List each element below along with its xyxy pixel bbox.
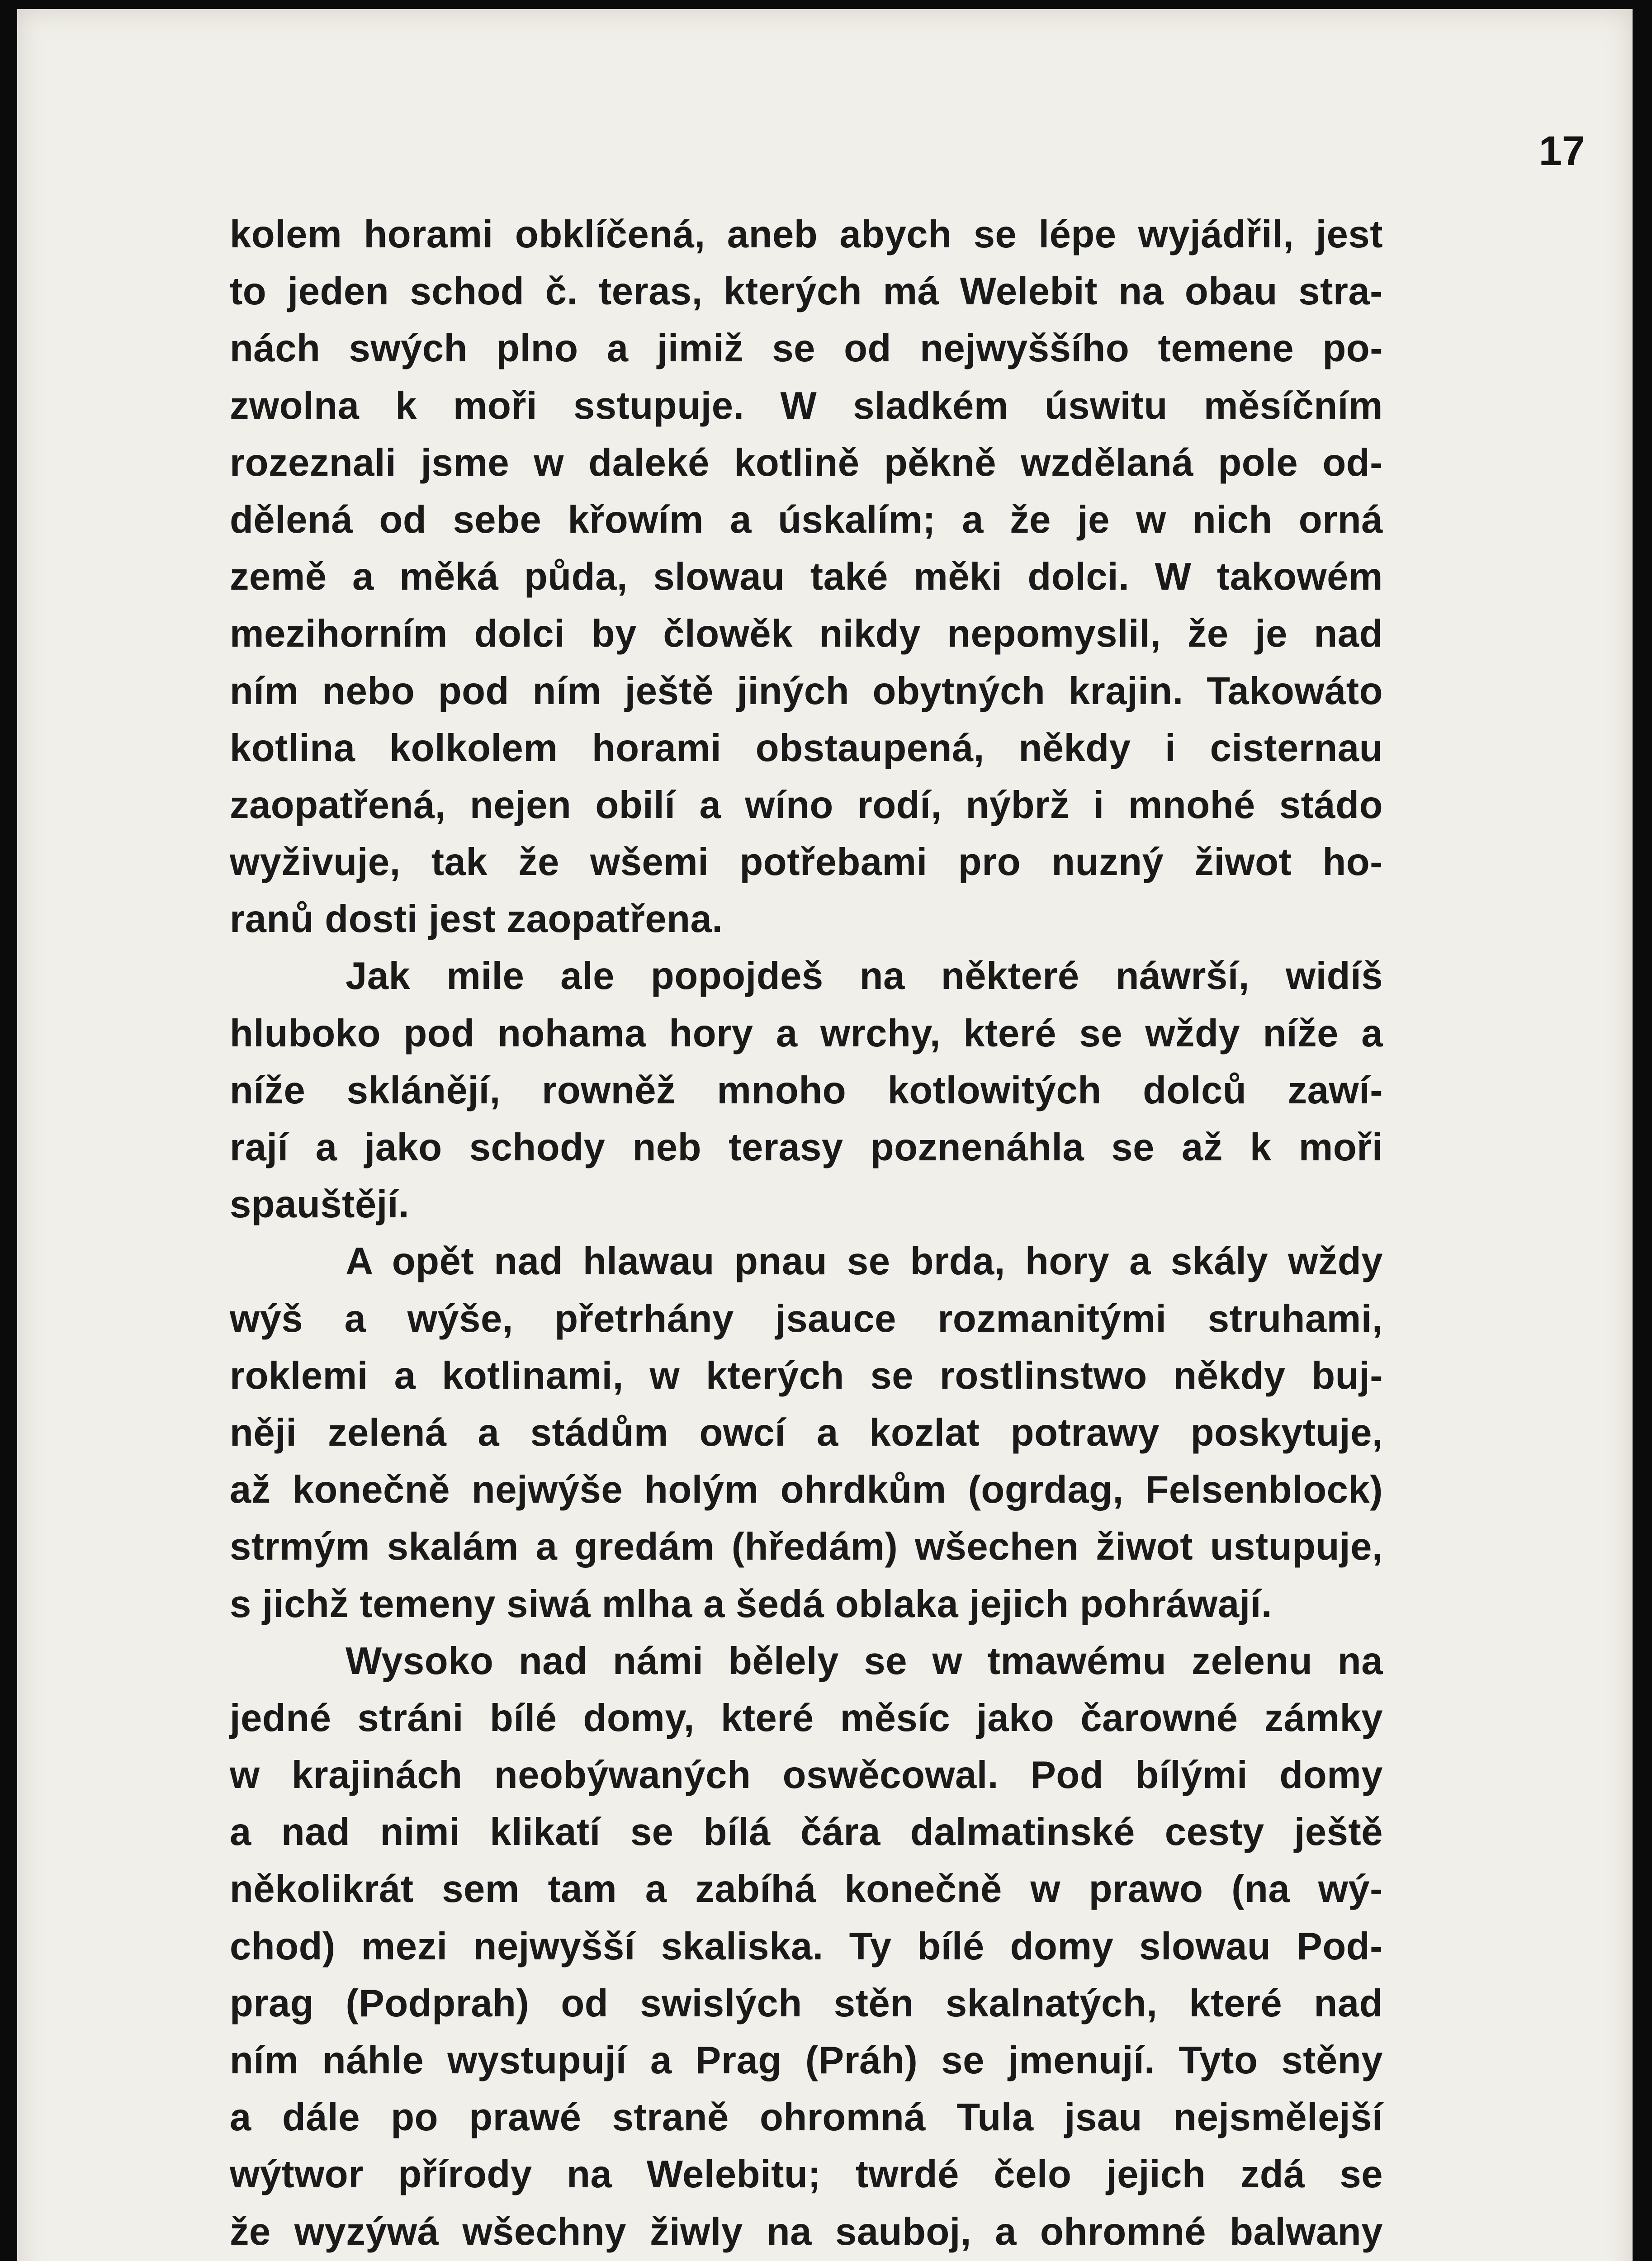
text-line: níže sklánějí, rowněž mnoho kotlowitých dolců zawí- (230, 1069, 1383, 1112)
text-line: chod) mezi nejwyšší skaliska. Ty bílé domy slowau Pod- (230, 1925, 1383, 1968)
text-line: až konečně nejwýše holým ohrdkům (ogrdag, Felsenblock) (230, 1468, 1383, 1512)
text-line: A opět nad hlawau pnau se brda, hory a skály wždy (346, 1240, 1383, 1283)
text-line: Wysoko nad námi bělely se w tmawému zelenu na (346, 1639, 1383, 1683)
text-line: roklemi a kotlinami, w kterých se rostlinstwo někdy buj- (230, 1354, 1383, 1397)
text-line: strmým skalám a gredám (hředám) wšechen žiwot ustupuje, (230, 1525, 1383, 1569)
page-number: 17 (1538, 128, 1585, 174)
text-line: rají a jako schody neb terasy poznenáhla se až k moři (230, 1126, 1383, 1169)
body-text (230, 206, 1383, 2261)
text-line: dělená od sebe křowím a úskalím; a že je w nich orná (230, 498, 1383, 541)
text-line: nách swých plno a jimiž se od nejwyššího temene po- (230, 327, 1383, 370)
text-line: w krajinách neobýwaných oswěcowal. Pod bílými domy (230, 1754, 1383, 1797)
text-line: země a měká půda, slowau také měki dolci. W takowém (230, 555, 1383, 599)
text-line: wýš a wýše, přetrhány jsauce rozmanitými struhami, (230, 1297, 1383, 1340)
text-line: zwolna k moři sstupuje. W sladkém úswitu měsíčním (230, 384, 1383, 427)
text-line: prag (Podprah) od swislých stěn skalnatých, které nad (230, 1982, 1383, 2025)
text-line: že wyzýwá wšechny žiwly na sauboj, a ohromné balwany (230, 2210, 1383, 2253)
text-line: mezihorním dolci by člowěk nikdy nepomyslil, že je nad (230, 612, 1383, 656)
text-line: kolem horami obklíčená, aneb abych se lépe wyjádřil, jest (230, 213, 1383, 256)
text-line: zaopatřená, nejen obilí a wíno rodí, nýbrž i mnohé stádo (230, 783, 1383, 827)
text-line: ním nebo pod ním ještě jiných obytných krajin. Takowáto (230, 669, 1383, 713)
book-page (17, 9, 1633, 2261)
text-line: wyživuje, tak že wšemi potřebami pro nuzný žiwot ho- (230, 841, 1383, 884)
text-line: spauštějí. (230, 1183, 410, 1226)
text-line: a dále po prawé straně ohromná Tula jsau nejsmělejší (230, 2096, 1383, 2139)
text-line: něji zelená a stádům owcí a kozlat potrawy poskytuje, (230, 1411, 1383, 1454)
text-line: wýtwor přírody na Welebitu; twrdé čelo jejich zdá se (230, 2153, 1383, 2196)
text-line: rozeznali jsme w daleké kotlině pěkně wzdělaná pole od- (230, 441, 1383, 484)
text-line: ranů dosti jest zaopatřena. (230, 898, 723, 941)
text-line: jedné stráni bílé domy, které měsíc jako čarowné zámky (230, 1696, 1383, 1740)
text-line: ním náhle wystupují a Prag (Práh) se jmenují. Tyto stěny (230, 2039, 1383, 2082)
text-line: několikrát sem tam a zabíhá konečně w prawo (na wý- (230, 1868, 1383, 1911)
text-line: a nad nimi klikatí se bílá čára dalmatinské cesty ještě (230, 1811, 1383, 1854)
text-line: to jeden schod č. teras, kterých má Welebit na obau stra- (230, 270, 1383, 313)
text-line: s jichž temeny siwá mlha a šedá oblaka jejich pohráwají. (230, 1582, 1272, 1626)
text-line: kotlina kolkolem horami obstaupená, někdy i cisternau (230, 726, 1383, 770)
text-line: hluboko pod nohama hory a wrchy, které se wždy níže a (230, 1012, 1383, 1055)
text-line: Jak mile ale popojdeš na některé náwrší, widíš (346, 955, 1383, 998)
